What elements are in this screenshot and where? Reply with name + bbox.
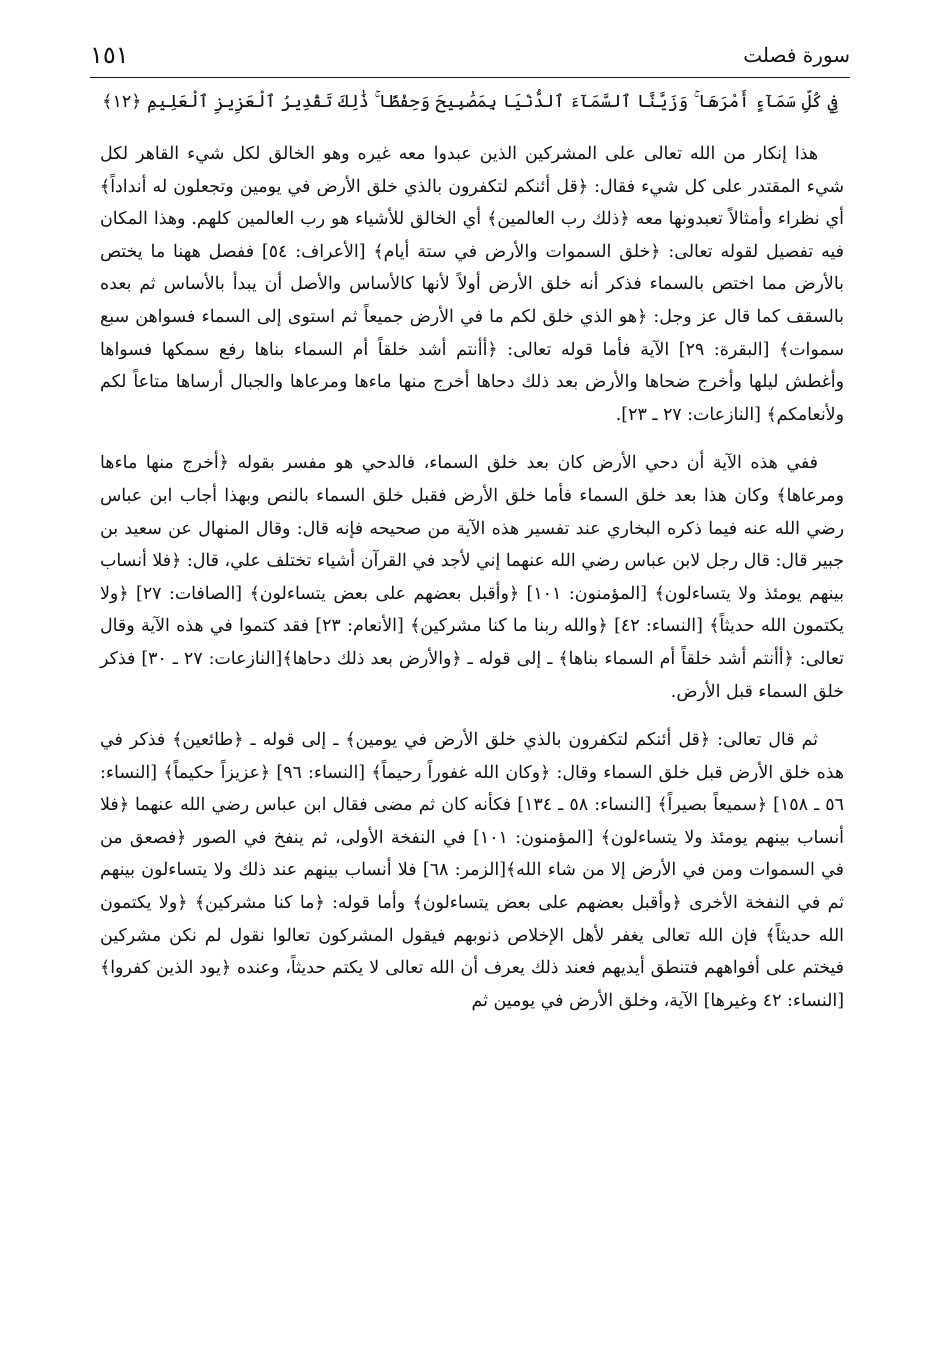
paragraph-1: هذا إنكار من الله تعالى على المشركين الذين عبدوا معه غيره وهو الخالق لكل شيء القاهر لكل شيء المقتدر على كل شيء فقال: ﴿قل أئنكم لتكفرون بالذي خلق الأرض في يومين وتجعلون له أنداداً﴾ أي نظراء وأمثالاً تعبدونها معه ﴿ذلك رب العالمين﴾ أي الخالق للأشياء هو رب العالمين كلهم. وهذا المكان فيه تفصيل لقوله تعالى: ﴿خلق السموات والأرض في ستة أيام﴾ [الأعراف: ٥٤] ففصل ههنا ما يختص بالأرض مما اختص بالسماء فذكر أنه خلق الأرض أولاً لأنها كالأساس والأصل أن يبدأ بالأساس ثم بعده بالسقف كما قال عز وجل: ﴿هو الذي خلق لكم ما في الأرض جميعاً ثم استوى إلى السماء فسواهن سبع سموات﴾ [البقرة: ٢٩] الآية فأما قوله تعالى: ﴿أأنتم أشد خلقاً أم السماء بناها رفع سمكها فسواها وأغطش ليلها وأخرج ضحاها والأرض بعد ذلك دحاها أخرج منها ماءها ومرعاها والجبال أرساها متاعاً لكم ولأنعامكم﴾ [النازعات: ٢٧ ـ ٢٣]. xyxy=(100,144,844,425)
page-number: ١٥١ xyxy=(90,41,129,69)
page-header xyxy=(90,38,850,72)
surah-title: سورة فصلت xyxy=(743,43,850,67)
paragraph-3: ثم قال تعالى: ﴿قل أئنكم لتكفرون بالذي خلق الأرض في يومين﴾ ـ إلى قوله ـ ﴿طائعين﴾ فذكر في هذه خلق الأرض قبل خلق السماء وقال: ﴿وكان الله غفوراً رحيماً﴾ [النساء: ٩٦] ﴿عزيزاً حكيماً﴾ [النساء: ٥٦ ـ ١٥٨] ﴿سميعاً بصيراً﴾ [النساء: ٥٨ ـ ١٣٤] فكأنه كان ثم مضى فقال ابن عباس رضي الله عنهما ﴿فلا أنساب بينهم يومئذ ولا يتساءلون﴾ [المؤمنون: ١٠١] في النفخة الأولى، ثم ينفخ في الصور ﴿فصعق من في السموات ومن في الأرض إلا من شاء الله﴾[الزمر: ٦٨] فلا أنساب بينهم عند ذلك ولا يتساءلون بينهم ثم في النفخة الأخرى ﴿وأقبل بعضهم على بعض يتساءلون﴾ وأما قوله: ﴿ما كنا مشركين﴾ ﴿ولا يكتمون الله حديثاً﴾ فإن الله تعالى يغفر لأهل الإخلاص ذنوبهم فيقول المشركون تعالوا نقول لم نكن مشركين فيختم على أفواههم فتنطق أيديهم فعند ذلك يعرف أن الله تعالى لا يكتم حديثاً، وعنده ﴿يود الذين كفروا﴾[النساء: ٤٢ وغيرها] الآية، وخلق الأرض في يومين ثم xyxy=(100,730,844,1011)
paragraph-2: ففي هذه الآية أن دحي الأرض كان بعد خلق السماء، فالدحي هو مفسر بقوله ﴿أخرج منها ماءها ومرعاها﴾ وكان هذا بعد خلق السماء فأما خلق الأرض فقبل خلق السماء بالنص وبهذا أجاب ابن عباس رضي الله عنه فيما ذكره البخاري عند تفسير هذه الآية من صحيحه فإنه قال: وقال المنهال عن سعيد بن جبير قال: قال رجل لابن عباس رضي الله عنهما إني لأجد في القرآن أشياء تختلف علي، قال: ﴿فلا أنساب بينهم يومئذ ولا يتساءلون﴾ [المؤمنون: ١٠١] ﴿وأقبل بعضهم على بعض يتساءلون﴾ [الصافات: ٢٧] ﴿ولا يكتمون الله حديثاً﴾ [النساء: ٤٢] ﴿والله ربنا ما كنا مشركين﴾ [الأنعام: ٢٣] فقد كتموا في هذه الآية وقال تعالى: ﴿أأنتم أشد خلقاً أم السماء بناها﴾ ـ إلى قوله ـ ﴿والأرض بعد ذلك دحاها﴾[النازعات: ٢٧ ـ ٣٠] فذكر خلق السماء قبل الأرض. xyxy=(100,453,845,702)
commentary-text xyxy=(100,138,844,1017)
header-divider xyxy=(90,77,850,78)
quran-verse: فِي كُلِّ سَمَآءٍ أَمْرَهَا ۚ وَزَيَّنَّا ٱلسَّمَآءَ ٱلدُّنْيَا بِمَصَٰبِيحَ وَحِفْظًا ۚ ذَٰلِكَ تَقْدِيرُ ٱلْعَزِيزِ ٱلْعَلِيمِ ﴿١٢﴾ xyxy=(102,92,838,112)
